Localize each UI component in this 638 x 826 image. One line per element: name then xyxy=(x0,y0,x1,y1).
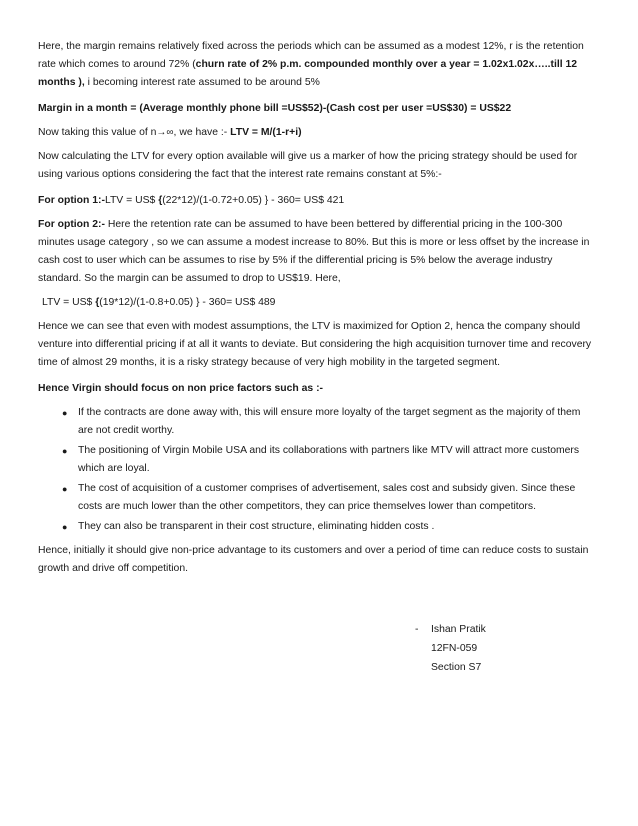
list-item xyxy=(38,442,598,478)
list-item xyxy=(38,404,598,440)
option-1-text: LTV = US$ xyxy=(104,195,159,206)
list-item xyxy=(38,518,598,536)
ltv-formula-line xyxy=(38,124,598,142)
margin-formula xyxy=(38,100,598,118)
ltv-line-prefix: Now taking this value of n xyxy=(38,127,157,138)
bullet-icon: ● xyxy=(62,522,68,532)
bullet-icon: ● xyxy=(62,408,68,418)
focus-heading xyxy=(38,380,598,398)
margin-formula-text: Margin in a month = (Average monthly phone bill =US$52)-(Cash cost per user =US$30) = US$22 xyxy=(38,103,512,114)
option-1-calc: (22*12)/(1-0.72+0.05) } - 360= US$ 421 xyxy=(162,195,345,206)
author-id: 12FN-059 xyxy=(431,643,478,654)
document-body xyxy=(38,38,598,586)
option-2-label: For option 2:- xyxy=(38,219,105,230)
signature-dash: - xyxy=(415,624,419,635)
option-1-label: For option 1:- xyxy=(38,195,105,206)
bullet-icon: ● xyxy=(62,484,68,494)
option-2-ltv-line xyxy=(38,294,598,312)
list-item xyxy=(38,480,598,516)
list-item-text: The positioning of Virgin Mobile USA and its collaborations with partners like MTV will attract more customers which are loyal. xyxy=(78,445,580,474)
conclusion-paragraph: Hence we can see that even with modest assumptions, the LTV is maximized for Option 2, henca the company should venture into differential pricing if at all it wants to deviate. But considering the high acquisition turnover time and recovery time of almost 29 months, it is a risky strategy because of very high mobility in the targeted segment. xyxy=(38,321,592,368)
churn-rate-bold: churn rate of 2% p.m. compounded monthly over a year = 1.02x1.02x…..till 12 months ), xyxy=(38,59,578,88)
arrow-infinity-icon: →∞ xyxy=(156,127,174,138)
list-item-text: They can also be transparent in their cost structure, eliminating hidden costs . xyxy=(78,521,435,532)
final-paragraph: Hence, initially it should give non-price advantage to its customers and over a period of time can reduce costs to sustain growth and drive off competition. xyxy=(38,545,589,574)
option-2-text: Here the retention rate can be assumed to have been bettered by differential pricing in the 100-300 minutes usage category , so we can assume a modest increase to 80%. But this is more or less offset by the increase in cash cost to user which can be assumes to rise by 5% if the differential pricing is 5% below the average industry standard. So the margin can be assumed to drop to US$19. Here, xyxy=(38,219,590,284)
paragraph-text: Here, the margin remains relatively fixed across the periods which can be assumed as a modest 12%, r is the retention rate which comes to around 72% ( xyxy=(38,41,584,70)
brace: { xyxy=(158,195,163,206)
option-2-calc: (19*12)/(1-0.8+0.05) } - 360= US$ 489 xyxy=(99,297,276,308)
author-name: Ishan Pratik xyxy=(431,624,486,635)
signature-block xyxy=(415,620,486,677)
non-price-factors-list xyxy=(38,404,598,536)
option-1-line xyxy=(38,192,598,210)
calculation-intro: Now calculating the LTV for every option available will give us a marker of how the pricing strategy should be used for using various options considering the fact that the interest rate remains constant at 5%:- xyxy=(38,151,578,180)
option-2-paragraph xyxy=(38,216,598,288)
paragraph-margin-retention xyxy=(38,38,598,92)
list-item-text: The cost of acquisition of a customer comprises of advertisement, sales cost and subsidy given. Since these costs are much lower than the other competitors, they can price themselves lower than competitors. xyxy=(78,483,576,512)
ltv-line-middle: , we have :- xyxy=(173,127,231,138)
brace: { xyxy=(95,297,100,308)
list-item-text: If the contracts are done away with, this will ensure more loyalty of the target segment as the majority of them are not credit worthy. xyxy=(78,407,581,436)
focus-heading-text: Hence Virgin should focus on non price factors such as :- xyxy=(38,383,324,394)
bullet-icon: ● xyxy=(62,446,68,456)
paragraph-text: i becoming interest rate assumed to be around 5% xyxy=(84,77,320,88)
author-section: Section S7 xyxy=(431,662,482,673)
option-2-ltv-text: LTV = US$ xyxy=(42,297,96,308)
ltv-formula: LTV = M/(1-r+i) xyxy=(230,127,302,138)
